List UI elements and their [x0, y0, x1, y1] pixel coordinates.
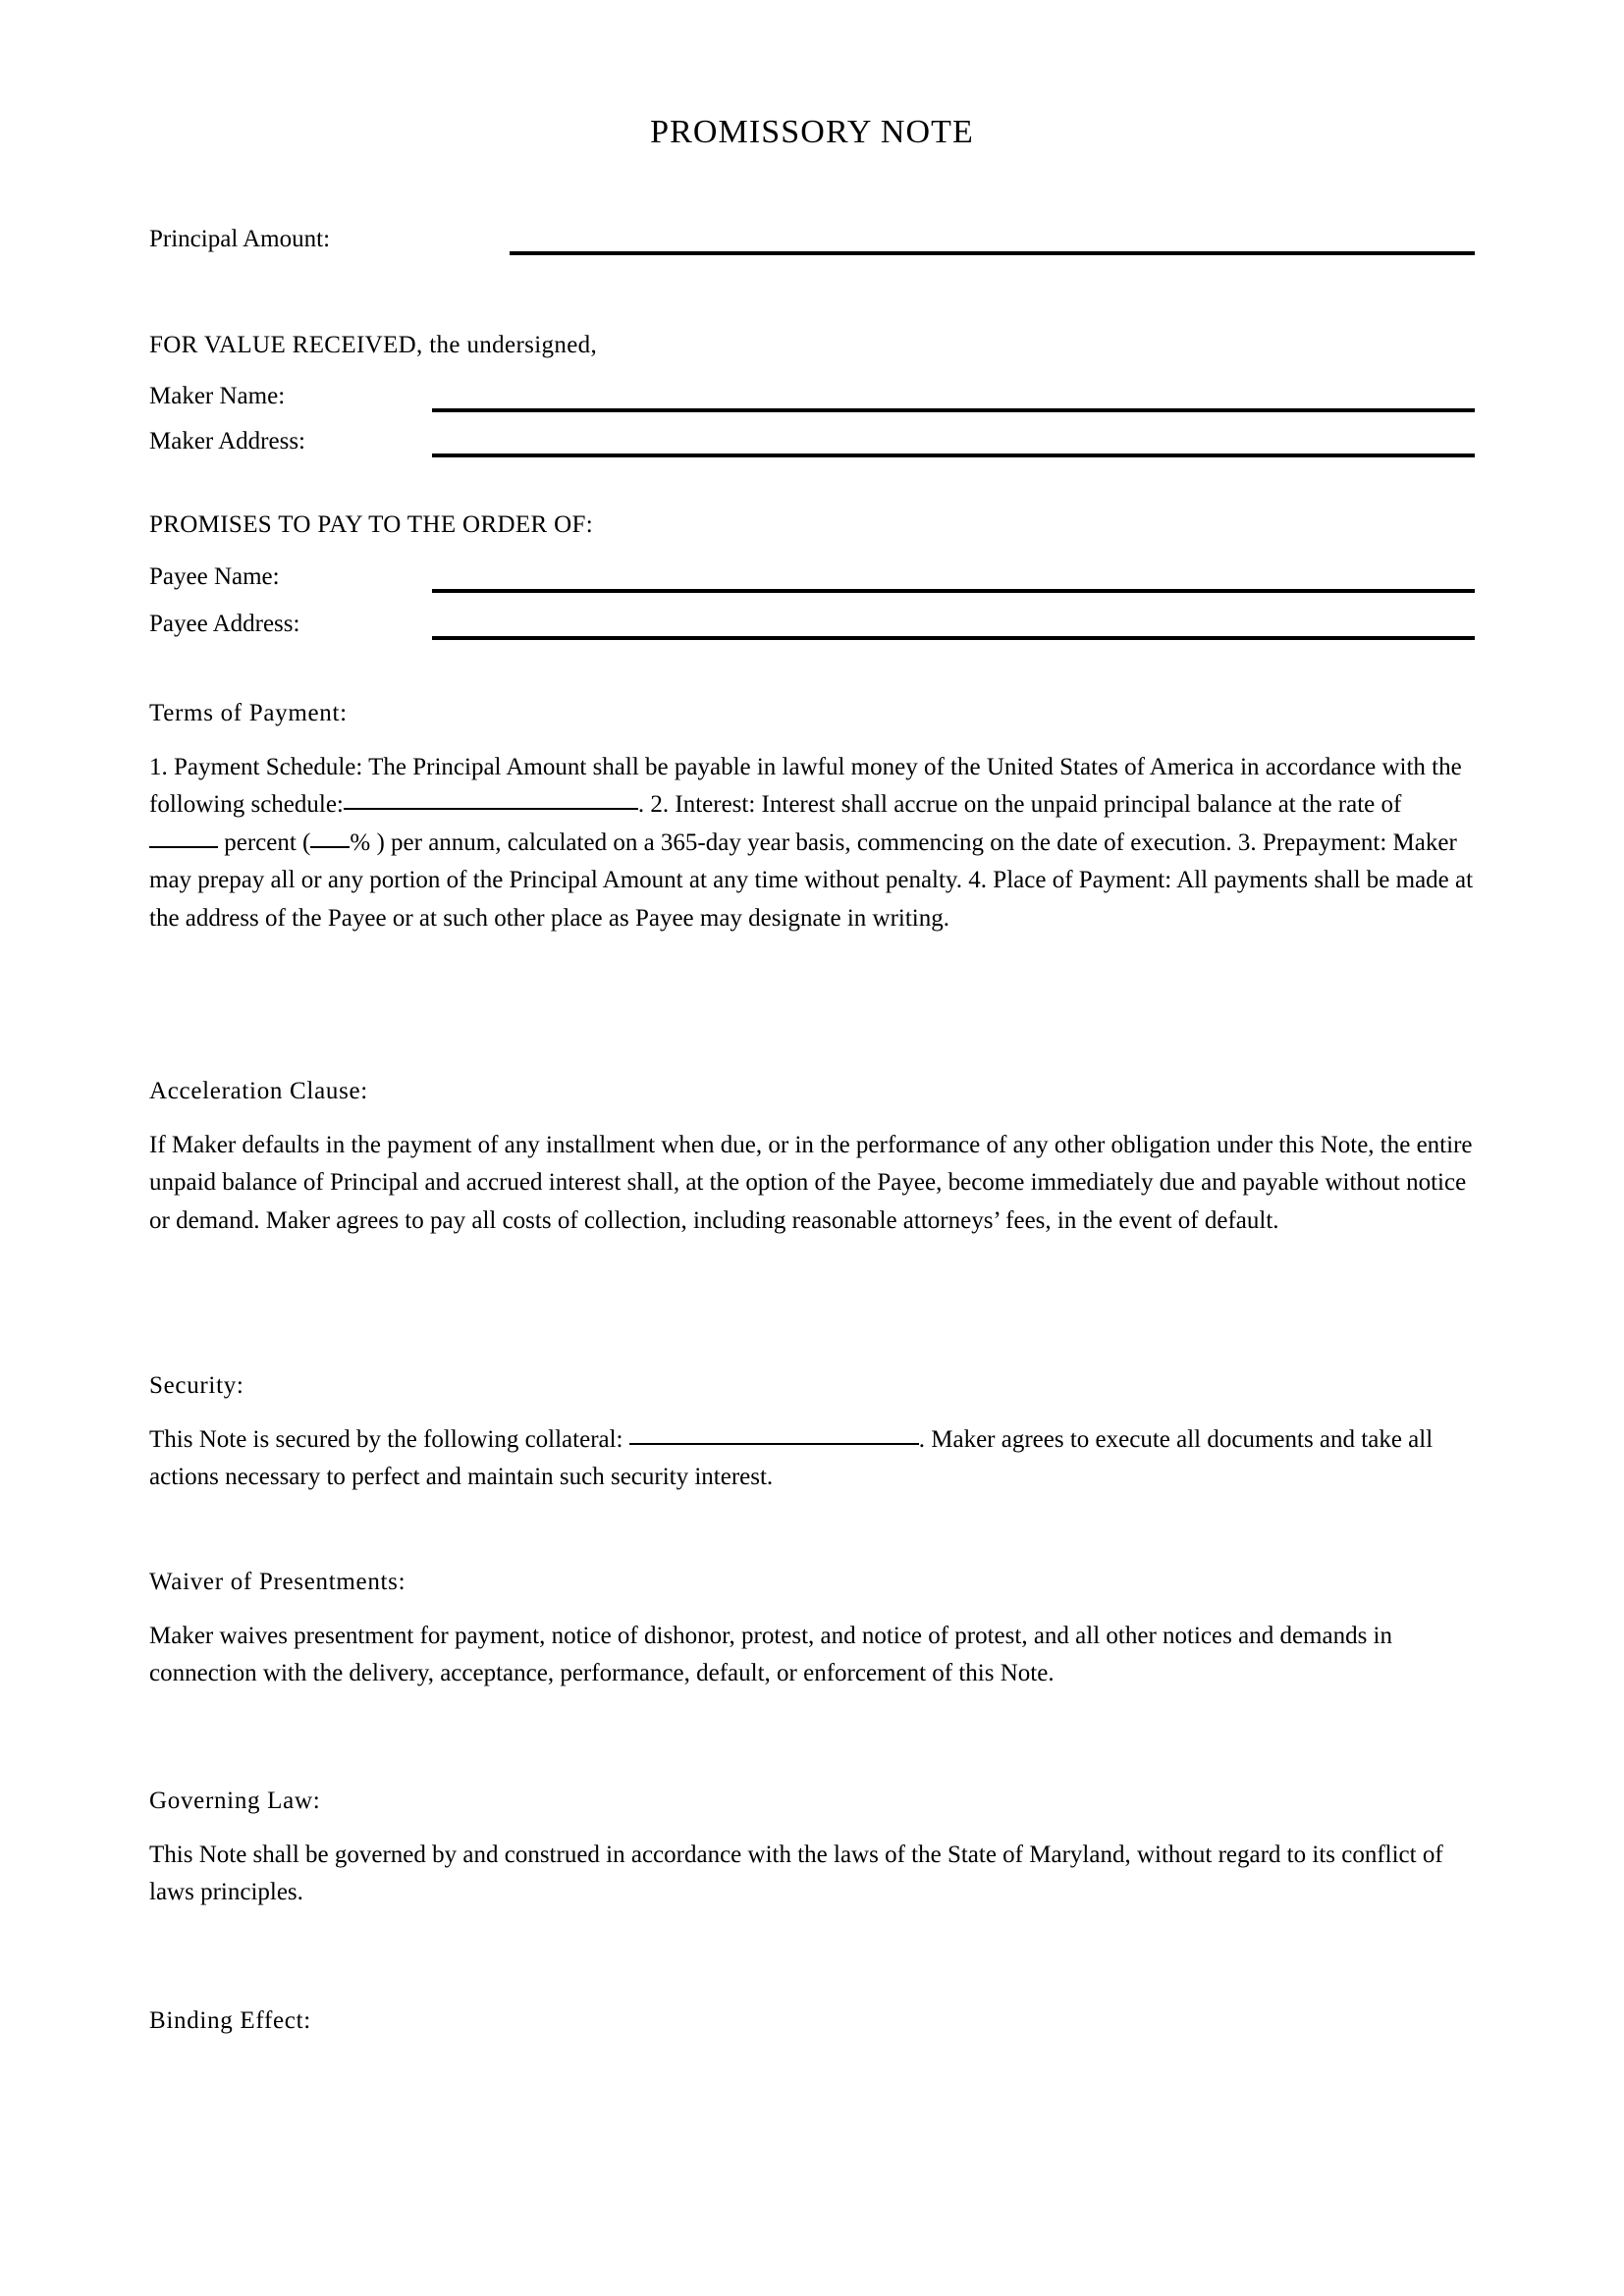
- payee-name-field: [149, 556, 1475, 599]
- interest-rate-words-blank[interactable]: [149, 846, 218, 848]
- payee-name-label: Payee Name:: [149, 563, 280, 590]
- payment-schedule-blank[interactable]: [344, 808, 638, 810]
- collateral-blank[interactable]: [629, 1443, 919, 1445]
- maker-address-field: [149, 420, 1475, 463]
- section-security: [149, 1369, 1475, 1497]
- for-value-received-block: [149, 330, 1475, 362]
- section-body-acceleration-clause: If Maker defaults in the payment of any installment when due, or in the performance of any other obligation under this Note, the entire unpaid balance of Principal and accrued interest shall, at the option of the Payee, become immediately due and payable without notice or demand. Maker agrees to pay all costs of collection, including reasonable attorneys’ fees, in the event of default.: [149, 1131, 1473, 1234]
- section-heading-terms-of-payment: Terms of Payment:: [149, 700, 348, 726]
- section-body-waiver-of-presentments: Maker waives presentment for payment, notice of dishonor, protest, and notice of protest, and all other notices and demands in connection with the delivery, acceptance, performance, default, or enforcement of this Note.: [149, 1622, 1393, 1687]
- section-governing-law: [149, 1785, 1475, 1912]
- payee-address-rule[interactable]: [432, 636, 1475, 640]
- terms-text-part-3: percent (: [224, 828, 311, 856]
- security-text-part-2: . Maker agrees to execute all documents and take all actions necessary to perfect and maintain such security interest.: [149, 1425, 1434, 1491]
- section-body-governing-law: This Note shall be governed by and construed in accordance with the laws of the State of Maryland, without regard to its conflict of laws principles.: [149, 1841, 1443, 1906]
- section-waiver-of-presentments: [149, 1566, 1475, 1693]
- section-heading-binding-effect: Binding Effect:: [149, 2007, 311, 2034]
- page-title: PROMISSORY NOTE: [650, 114, 974, 150]
- principal-amount-label: Principal Amount:: [149, 226, 331, 252]
- principal-amount-rule[interactable]: [510, 251, 1475, 255]
- maker-name-rule[interactable]: [432, 408, 1475, 412]
- section-body-terms-of-payment: [149, 749, 1475, 938]
- section-heading-acceleration-clause: Acceleration Clause:: [149, 1078, 368, 1104]
- section-terms-of-payment: [149, 697, 1475, 937]
- maker-name-field: [149, 375, 1475, 418]
- payee-address-label: Payee Address:: [149, 611, 300, 637]
- promises-to-pay-label: PROMISES TO PAY TO THE ORDER OF:: [149, 511, 594, 538]
- principal-amount-field: [149, 218, 1475, 261]
- maker-name-label: Maker Name:: [149, 383, 286, 409]
- section-acceleration-clause: [149, 1075, 1475, 1240]
- section-heading-governing-law: Governing Law:: [149, 1788, 321, 1814]
- promises-to-pay-block: [149, 509, 1475, 542]
- payee-name-rule[interactable]: [432, 589, 1475, 593]
- section-heading-waiver-of-presentments: Waiver of Presentments:: [149, 1569, 406, 1595]
- section-heading-security: Security:: [149, 1372, 244, 1399]
- for-value-received-text: FOR VALUE RECEIVED, the undersigned,: [149, 332, 598, 358]
- maker-address-rule[interactable]: [432, 454, 1475, 457]
- payee-address-field: [149, 603, 1475, 646]
- maker-address-label: Maker Address:: [149, 428, 305, 454]
- section-binding-effect: [149, 2004, 1475, 2038]
- interest-rate-number-blank[interactable]: [310, 846, 350, 848]
- terms-text-part-2: . 2. Interest: Interest shall accrue on the unpaid principal balance at the rate of: [637, 791, 1402, 819]
- terms-text-part-4: % ) per annum, calculated on a 365-day year basis, commencing on the date of execution. 3. Prepayment: Maker may prepay all or any portion of the Principal Amount at any time without penalty. 4. Place of Payment: All payments shall be made at the address of the Payee or at such other place as Payee may designate in writing.: [149, 828, 1474, 932]
- security-text-part-1: This Note is secured by the following collateral:: [149, 1425, 623, 1453]
- section-body-security: [149, 1421, 1475, 1497]
- terms-text-part-1: 1. Payment Schedule: The Principal Amount shall be payable in lawful money of the United States of America in accordance with the following schedule:: [149, 753, 1462, 819]
